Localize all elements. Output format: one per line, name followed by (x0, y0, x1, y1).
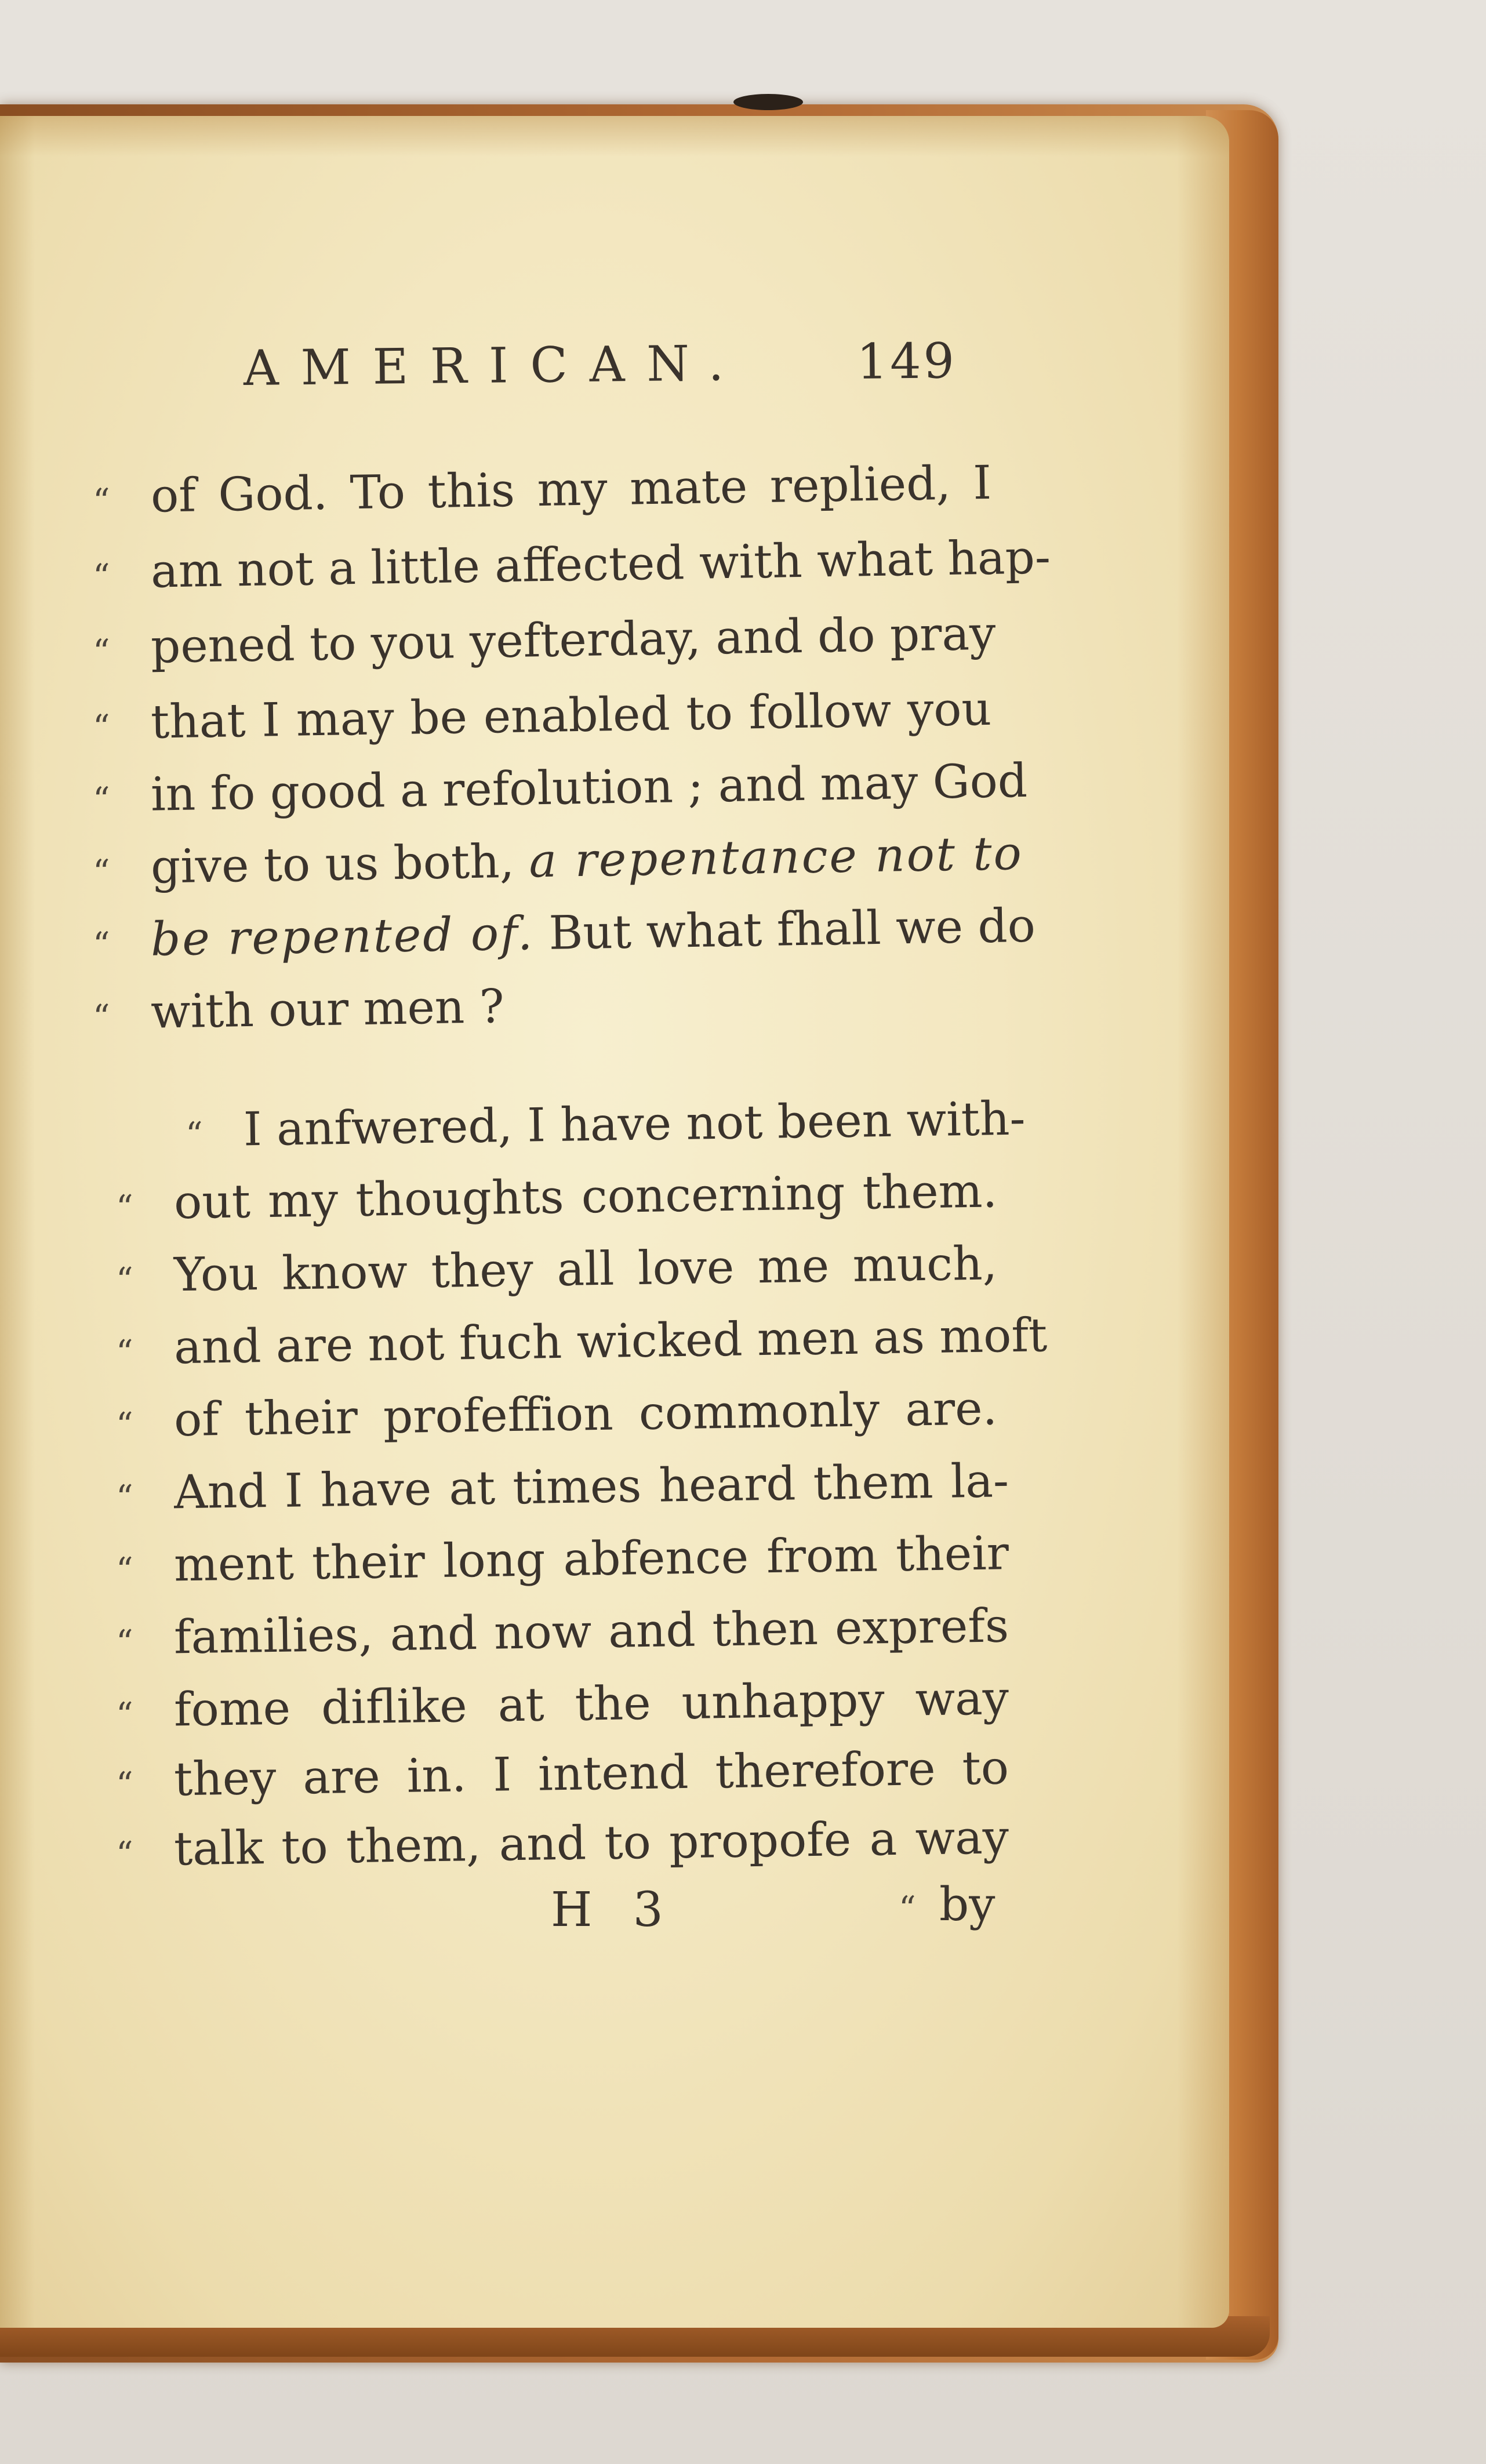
line-text: am not a little affected with what hap- (150, 530, 1051, 598)
text-line (115, 1304, 1048, 1380)
text-line (92, 451, 992, 529)
text-line (92, 750, 1028, 827)
text-line (92, 677, 992, 755)
line-text: I anfwered, I have not been with- (243, 1091, 1026, 1157)
text-line (185, 1087, 1026, 1162)
line-text: pened to you yefterday, and do pray (150, 606, 996, 674)
line-text: talk to them, and to propofe a way (173, 1810, 1009, 1876)
quotation-mark: “ (92, 997, 111, 1037)
text-line (115, 1376, 997, 1452)
line-text-roman: give to us both, (150, 834, 530, 894)
line-text: out my thoughts concerning them. (173, 1164, 998, 1230)
quotation-mark: “ (115, 1622, 134, 1662)
line-text (150, 822, 1023, 899)
quotation-mark: “ (92, 924, 111, 965)
line-text: in fo good a refolution ; and may God (150, 753, 1028, 822)
quotation-mark: “ (185, 1114, 204, 1154)
running-title: AMERICAN. (243, 334, 746, 397)
line-text: You know they all love me much, (173, 1236, 998, 1302)
quotation-mark: “ (92, 481, 111, 521)
quotation-mark: “ (92, 852, 111, 892)
text-line (115, 1736, 1009, 1812)
page-number: 149 (856, 332, 957, 390)
quotation-mark: “ (92, 556, 111, 597)
line-text: of their profeffion commonly are. (173, 1381, 998, 1447)
quotation-mark: “ (115, 1550, 134, 1590)
line-text: and are not fuch wicked men as moft (173, 1308, 1048, 1375)
text-line (115, 1449, 1009, 1525)
line-text: fome diflike at the unhappy way (173, 1671, 1009, 1737)
line-text: they are in. I intend therefore to (173, 1740, 1009, 1807)
text-line (92, 967, 992, 1045)
text-line (92, 526, 1051, 604)
line-text: that I may be enabled to follow you (150, 681, 992, 749)
quotation-mark: “ (899, 1889, 916, 1928)
line-text-roman: But what fhall we do (533, 898, 1036, 961)
line-text (150, 894, 1036, 972)
quotation-mark: “ (115, 1695, 134, 1735)
quotation-mark: “ (115, 1187, 134, 1227)
line-text: of God. To this my mate replied, I (150, 455, 992, 523)
text-line (115, 1594, 1009, 1670)
quotation-mark: “ (115, 1477, 134, 1517)
line-text: with our men ? (150, 979, 505, 1039)
line-text: families, and now and then exprefs (173, 1598, 1009, 1665)
line-text-italic: be repented of. (150, 906, 535, 966)
quotation-mark: “ (92, 779, 111, 820)
line-text-italic: a repentance not to (528, 826, 1024, 888)
text-line (115, 1666, 1009, 1742)
quotation-mark: “ (115, 1834, 134, 1874)
text-line (115, 1231, 997, 1307)
running-head (243, 329, 974, 400)
quotation-mark: “ (115, 1260, 134, 1300)
text-line (115, 1159, 997, 1235)
quotation-mark: “ (115, 1405, 134, 1445)
text-line (92, 895, 1036, 972)
text-line (92, 822, 1024, 900)
line-text: And I have at times heard them la- (173, 1453, 1009, 1520)
quotation-mark: “ (115, 1332, 134, 1372)
catchword-text: by (939, 1877, 995, 1931)
catchword (899, 1873, 995, 1940)
quotation-mark: “ (115, 1764, 134, 1804)
line-text: ment their long abfence from their (173, 1526, 1009, 1592)
text-line (92, 602, 996, 679)
text-line (115, 1805, 1009, 1881)
text-line (115, 1521, 1009, 1597)
quotation-mark: “ (92, 707, 111, 747)
quotation-mark: “ (92, 631, 111, 672)
signature-mark: H 3 (551, 1882, 676, 1938)
